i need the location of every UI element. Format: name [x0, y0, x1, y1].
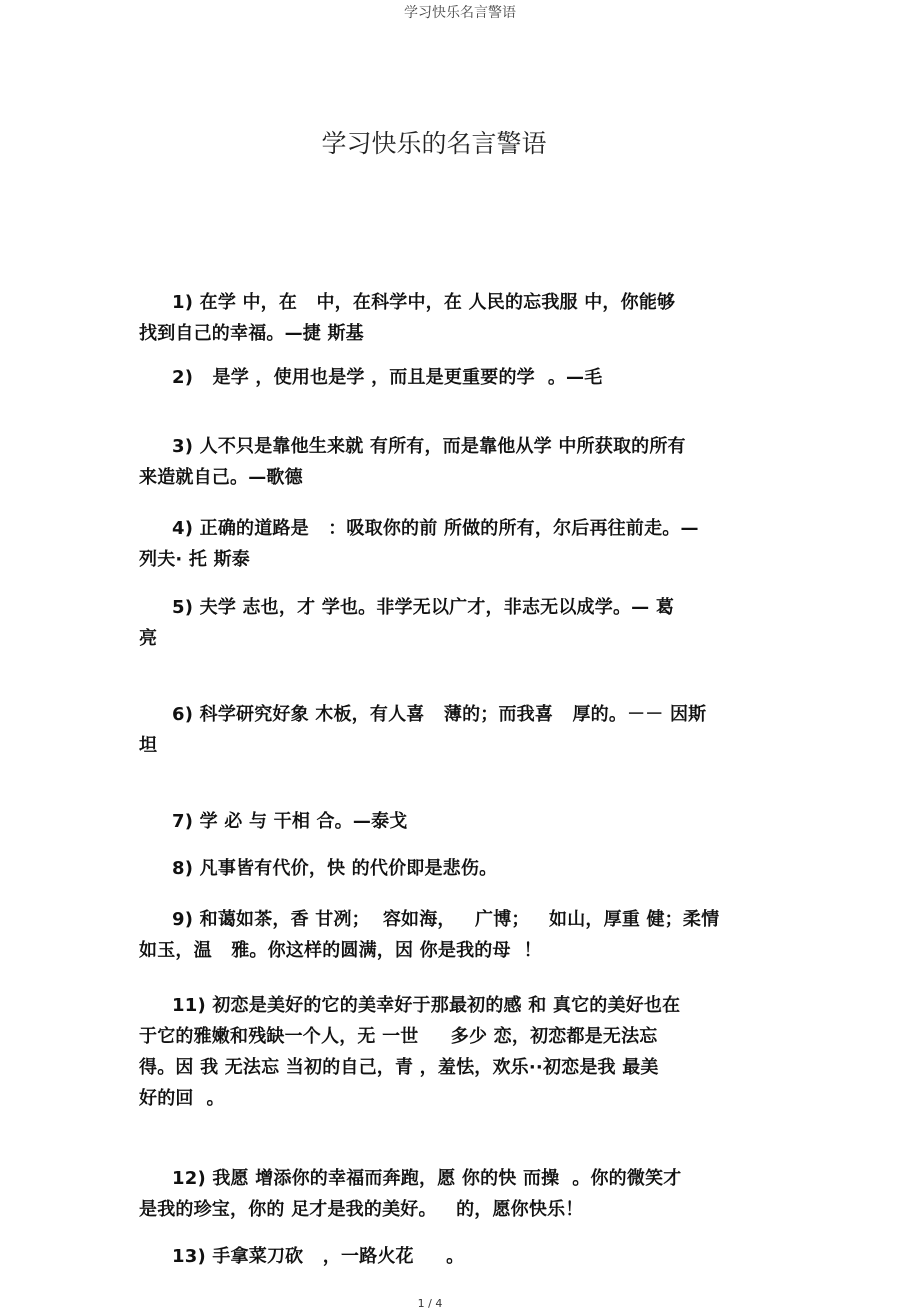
- quote-5: 5) 夫学 志也，才 学也。非学无以广才，非志无以成学。— 葛 亮: [139, 597, 675, 649]
- document-title: 学习快乐的名言警语: [321, 129, 547, 158]
- quote-6: 6) 科学研究好象 木板，有人喜 薄的；而我喜 厚的。－－ 因斯 坦: [139, 704, 707, 756]
- running-header: 学习快乐名言警语: [404, 5, 516, 21]
- quote-9: 9) 和蔼如茶，香 甘冽； 容如海， 广博； 如山，厚重 健；柔情 如玉，温 雅。你这样的圆满，因 你是我的母 ！: [139, 909, 720, 961]
- quote-8: 8) 凡事皆有代价，快 的代价即是悲伤。: [172, 858, 498, 879]
- quote-11: 11) 初恋是美好的它的美幸好于那最初的感 和 真它的美好也在 于它的雅嫩和残缺一个人，无 一世 多少 恋，初恋都是无法忘 得。因 我 无法忘 当初的自己，青 ，羞怯，欢乐··初恋是我 最美 好的回 。: [139, 995, 681, 1109]
- quote-13: 13) 手拿菜刀砍 ，一路火花 。: [172, 1246, 465, 1267]
- page-indicator: 1 / 4: [417, 1297, 443, 1310]
- quote-1: 1) 在学 中，在 中，在科学中，在 人民的忘我服 中，你能够 找到自己的幸福。—捷 斯基: [139, 292, 676, 344]
- quote-7: 7) 学 必 与 干相 合。—泰戈: [172, 811, 408, 832]
- quote-4: 4) 正确的道路是 ：吸取你的前 所做的所有，尔后再往前走。— 列夫· 托 斯泰: [139, 518, 699, 570]
- quote-12: 12) 我愿 增添你的幸福而奔跑，愿 你的快 而操 。你的微笑才 是我的珍宝，你的 足才是我的美好。 的，愿你快乐！: [139, 1168, 682, 1220]
- quote-2: 2) 是学 ，使用也是学 ，而且是更重要的学 。—毛: [172, 367, 603, 388]
- quote-3: 3) 人不只是靠他生来就 有所有，而是靠他从学 中所获取的所有 来造就自己。—歌德: [139, 436, 686, 488]
